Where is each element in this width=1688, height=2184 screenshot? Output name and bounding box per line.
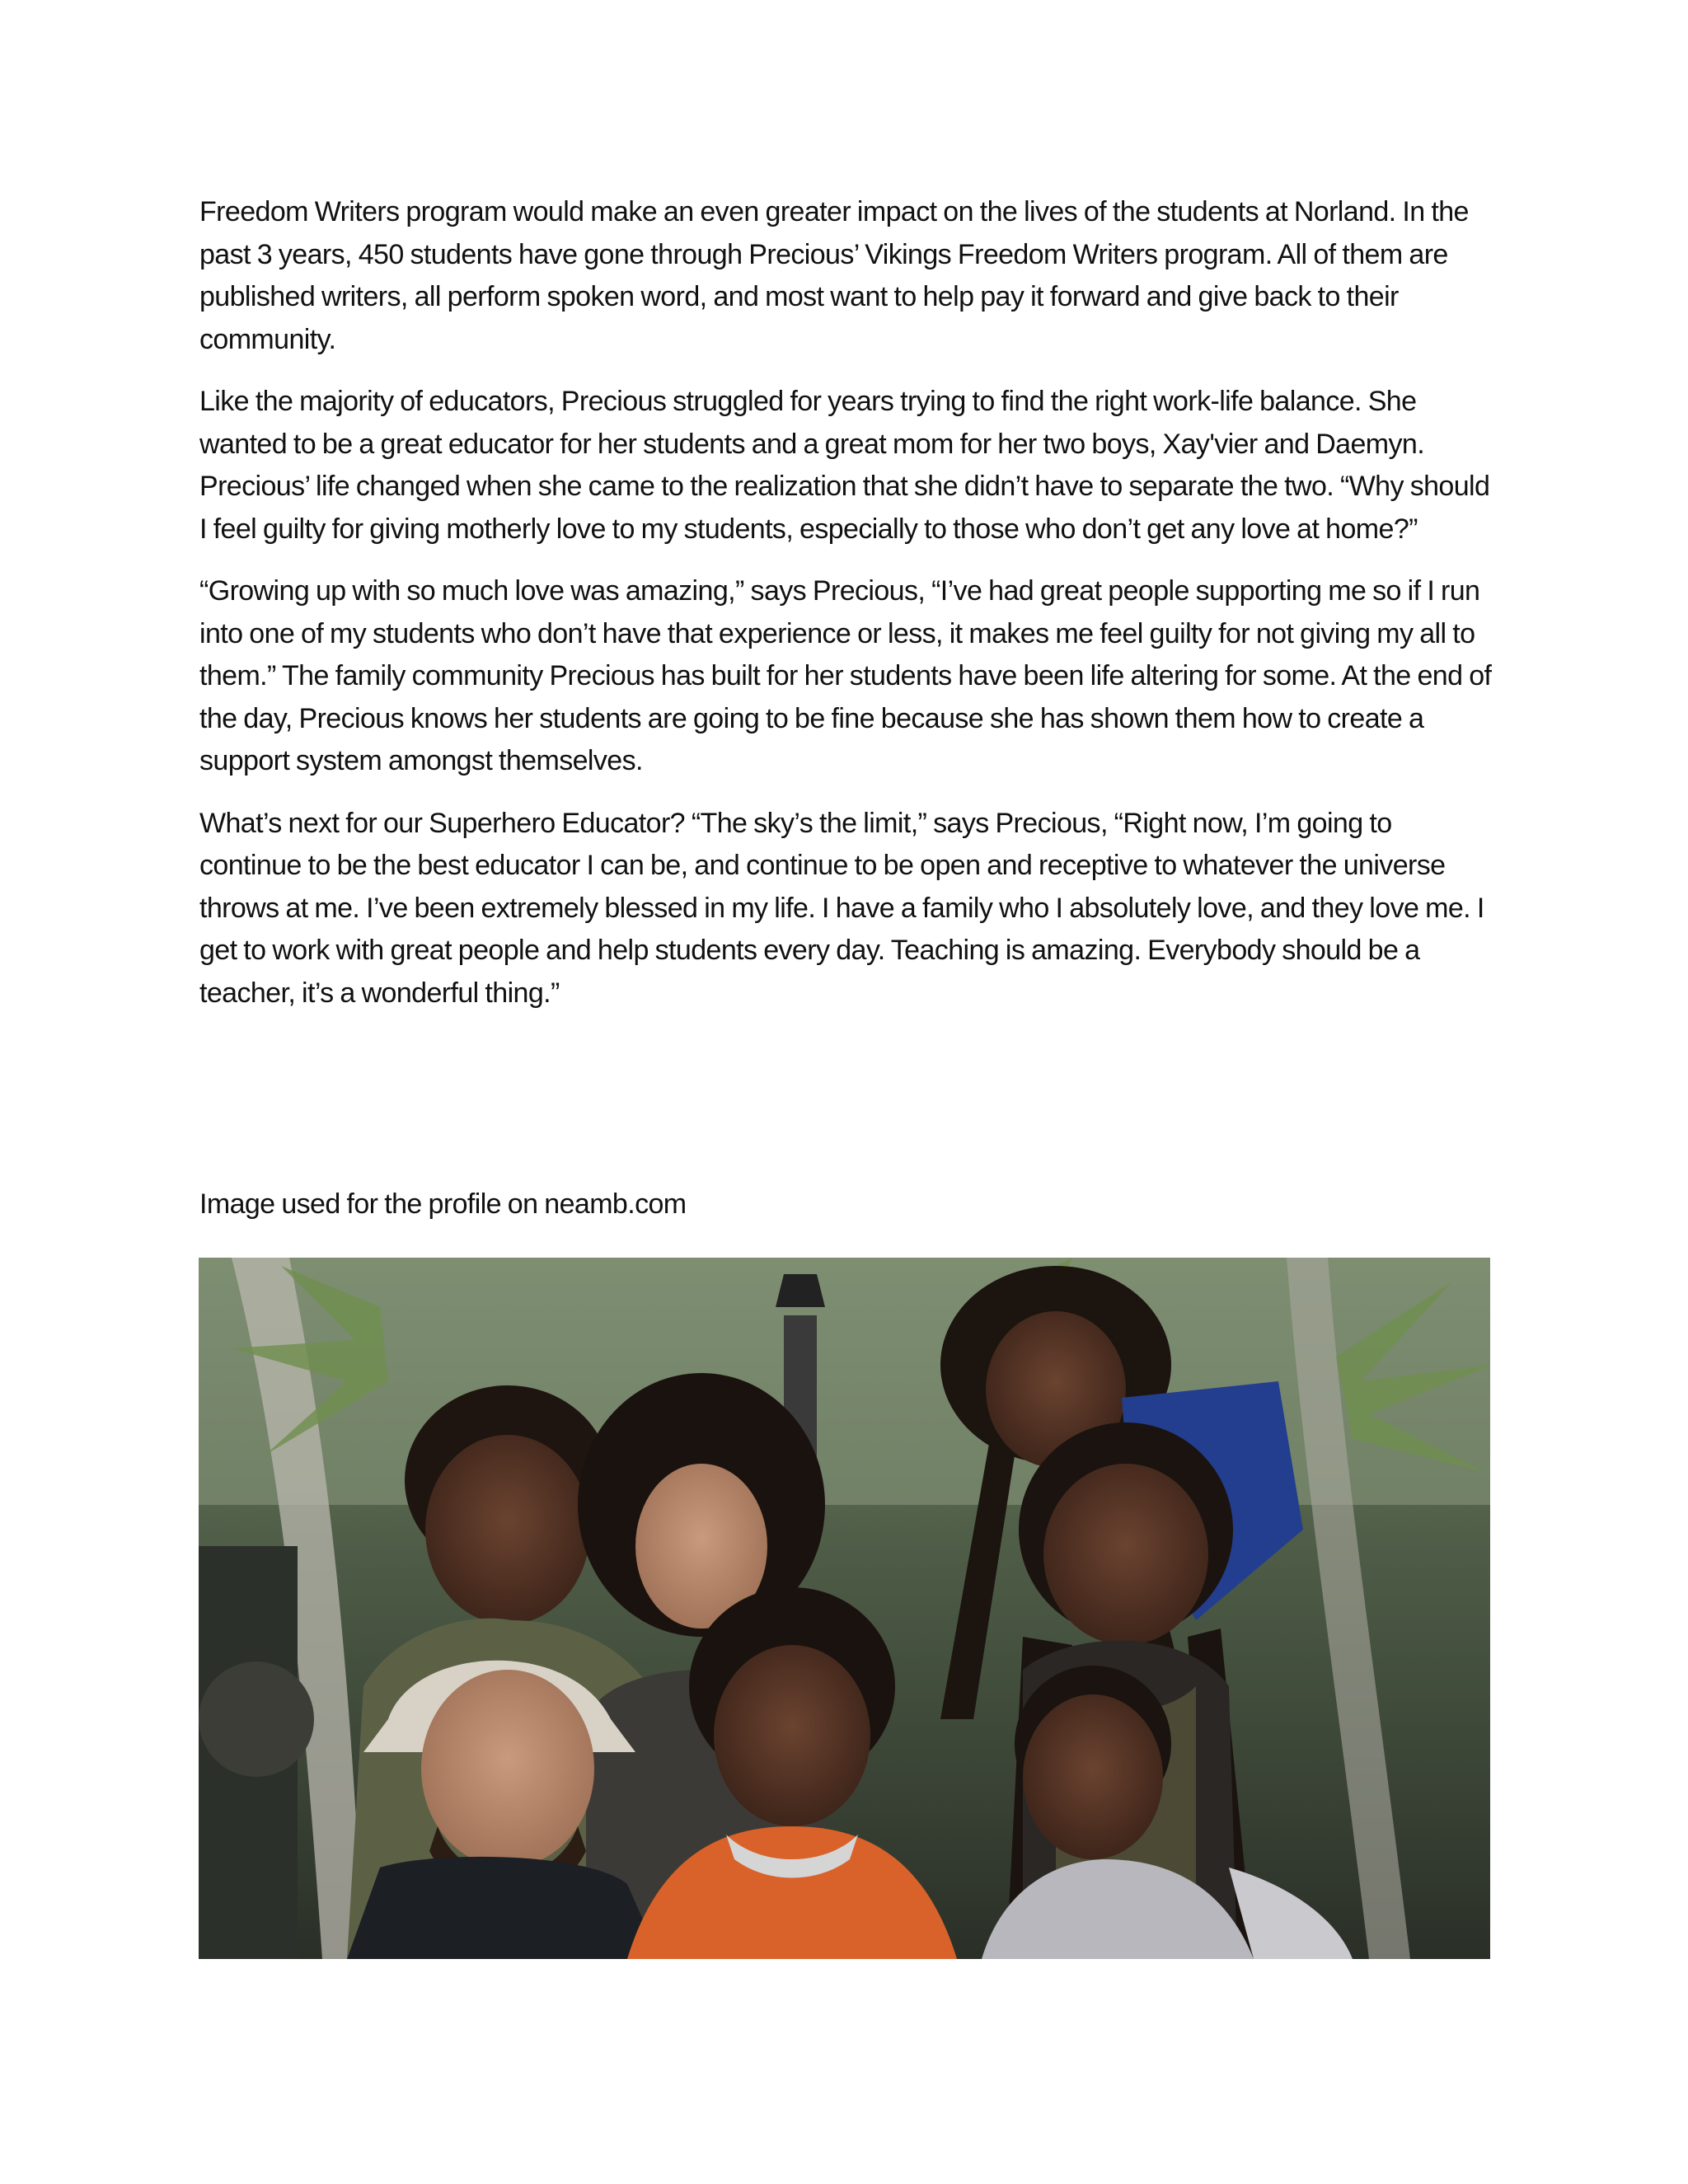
paragraph-1: Freedom Writers program would make an even greater impact on the lives of the students at Norland. In the past 3 years, 450 students have gone through Precious’ Vikings Freedom Writers program. All of them are published writers, all perform spoken word, and most want to help pay it forward and give back to their community. [199,196,1469,355]
group-photo [199,1258,1490,1959]
image-caption: Image used for the profile on neamb.com [199,1188,687,1220]
article-body [199,191,1493,1034]
paragraph-2: Like the majority of educators, Precious struggled for years trying to find the right work-life balance. She wanted to be a great educator for her students and a great mom for her two boys, Xay'vier and Daemyn. Precious’ life changed when she came to the realization that she didn’t have to separate the two. “Why should I feel guilty for giving motherly love to my students, especially to those who don’t get any love at home?” [199,386,1490,545]
paragraph-3: “Growing up with so much love was amazing,” says Precious, “I’ve had great people supporting me so if I run into one of my students who don’t have that experience or less, it makes me feel guilty for not giving my all to them.” The family community Precious has built for her students have been life altering for some. At the end of the day, Precious knows her students are going to be fine because she has shown them how to create a support system amongst themselves. [199,575,1492,776]
paragraph-4: What’s next for our Superhero Educator? “The sky’s the limit,” says Precious, “Right now, I’m going to continue to be the best educator I can be, and continue to be open and receptive to whatever the universe throws at me. I’ve been extremely blessed in my life. I have a family who I absolutely love, and they love me. I get to work with great people and help students every day. Teaching is amazing. Everybody should be a teacher, it’s a wonderful thing.” [199,807,1484,1009]
